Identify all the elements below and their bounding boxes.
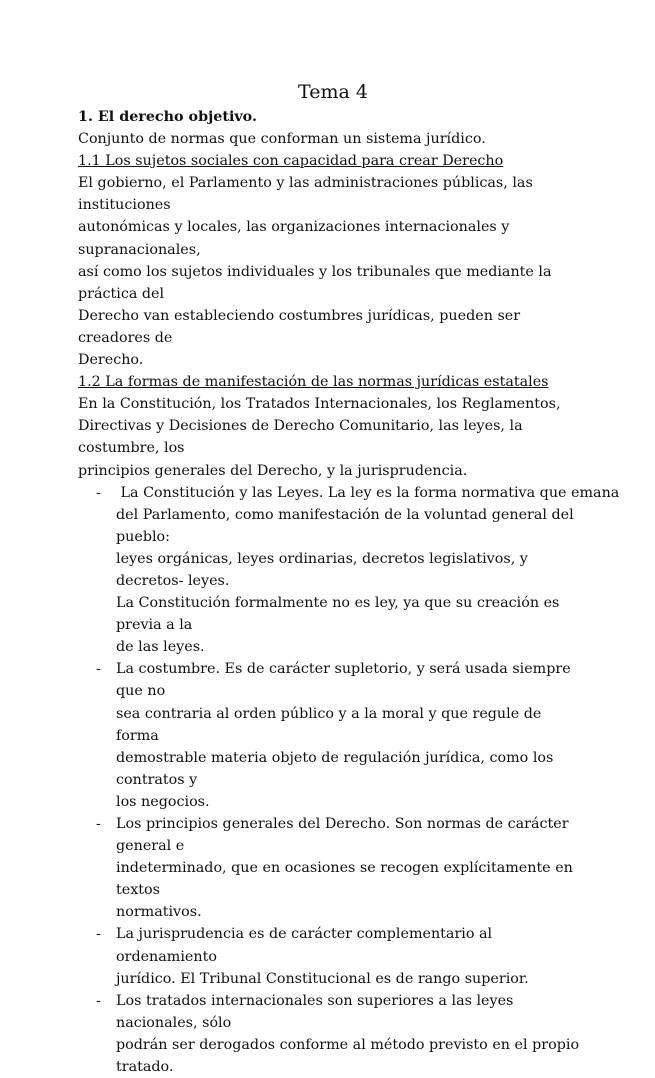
paragraph-line: En la Constitución, los Tratados Internacionales, los Reglamentos, [78,396,561,413]
list-item-line: de las leyes. [116,639,205,656]
sources-list [78,482,620,1078]
section-1-1-paragraph [78,172,588,371]
list-item-line: leyes orgánicas, leyes ordinarias, decretos legislativos, y decretos- leyes. [116,550,528,589]
section-1-1-heading: 1.1 Los sujetos sociales con capacidad para crear Derecho [78,153,504,170]
list-item-line: jurídico. El Tribunal Constitucional es de rango superior. [116,970,529,987]
dash-marker: - [96,992,101,1009]
list-item-line: indeterminado, que en ocasiones se recogen explícitamente en textos [116,860,573,899]
list-item-line: La jurisprudencia es de carácter complementario al ordenamiento [116,926,493,965]
section-1-2-heading: 1.2 La formas de manifestación de las normas jurídicas estatales [78,374,549,391]
paragraph-line: El gobierno, el Parlamento y las administraciones públicas, las instituciones [78,175,533,214]
list-item-line: podrán ser derogados conforme al método previsto en el propio [116,1036,580,1053]
dash-marker: - [96,926,101,943]
section-1-heading: 1. El derecho objetivo. [78,109,257,125]
paragraph-line: Derecho van estableciendo costumbres jurídicas, pueden ser creadores de [78,307,521,346]
document-page [78,80,620,1078]
list-item [78,813,588,923]
list-item-line: los negocios. [116,793,210,810]
list-item [78,658,588,813]
paragraph-line: principios generales del Derecho, y la jurisprudencia. [78,462,468,479]
dash-marker: - [96,816,101,832]
paragraph-line: así como los sujetos individuales y los tribunales que mediante la práctica del [78,263,552,302]
list-item-line: tratado. [116,1059,174,1076]
list-item [78,482,620,659]
dash-marker: - [96,661,101,678]
list-item-line: Los tratados internacionales son superiores a las leyes nacionales, sólo [116,992,514,1031]
paragraph-line: Derecho. [78,352,144,369]
list-item-line: La Constitución y las Leyes. La ley es la forma normativa que emana [116,484,620,501]
list-item [78,990,588,1078]
section-1-2-paragraph [78,393,588,481]
list-item-line: La Constitución formalmente no es ley, ya que su creación es previa a la [116,595,560,634]
list-item-line: sea contraria al orden público y a la moral y que regule de forma [116,705,542,744]
section-1-definition: Conjunto de normas que conforman un sistema jurídico. [78,131,486,148]
list-item-line: Los principios generales del Derecho. Son normas de carácter general e [116,816,569,855]
list-item-line: del Parlamento, como manifestación de la voluntad general del pueblo: [116,506,574,545]
paragraph-line: Directivas y Decisiones de Derecho Comunitario, las leyes, la costumbre, los [78,418,523,457]
list-item [78,923,588,989]
dash-marker: - [96,484,101,501]
list-item-line: normativos. [116,904,202,921]
list-item-line: demostrable materia objeto de regulación jurídica, como los contratos y [116,749,554,788]
list-item-line: La costumbre. Es de carácter supletorio, y será usada siempre que no [116,661,571,700]
page-title: Tema 4 [298,81,368,103]
paragraph-line: autonómicas y locales, las organizaciones internacionales y supranacionales, [78,219,510,258]
